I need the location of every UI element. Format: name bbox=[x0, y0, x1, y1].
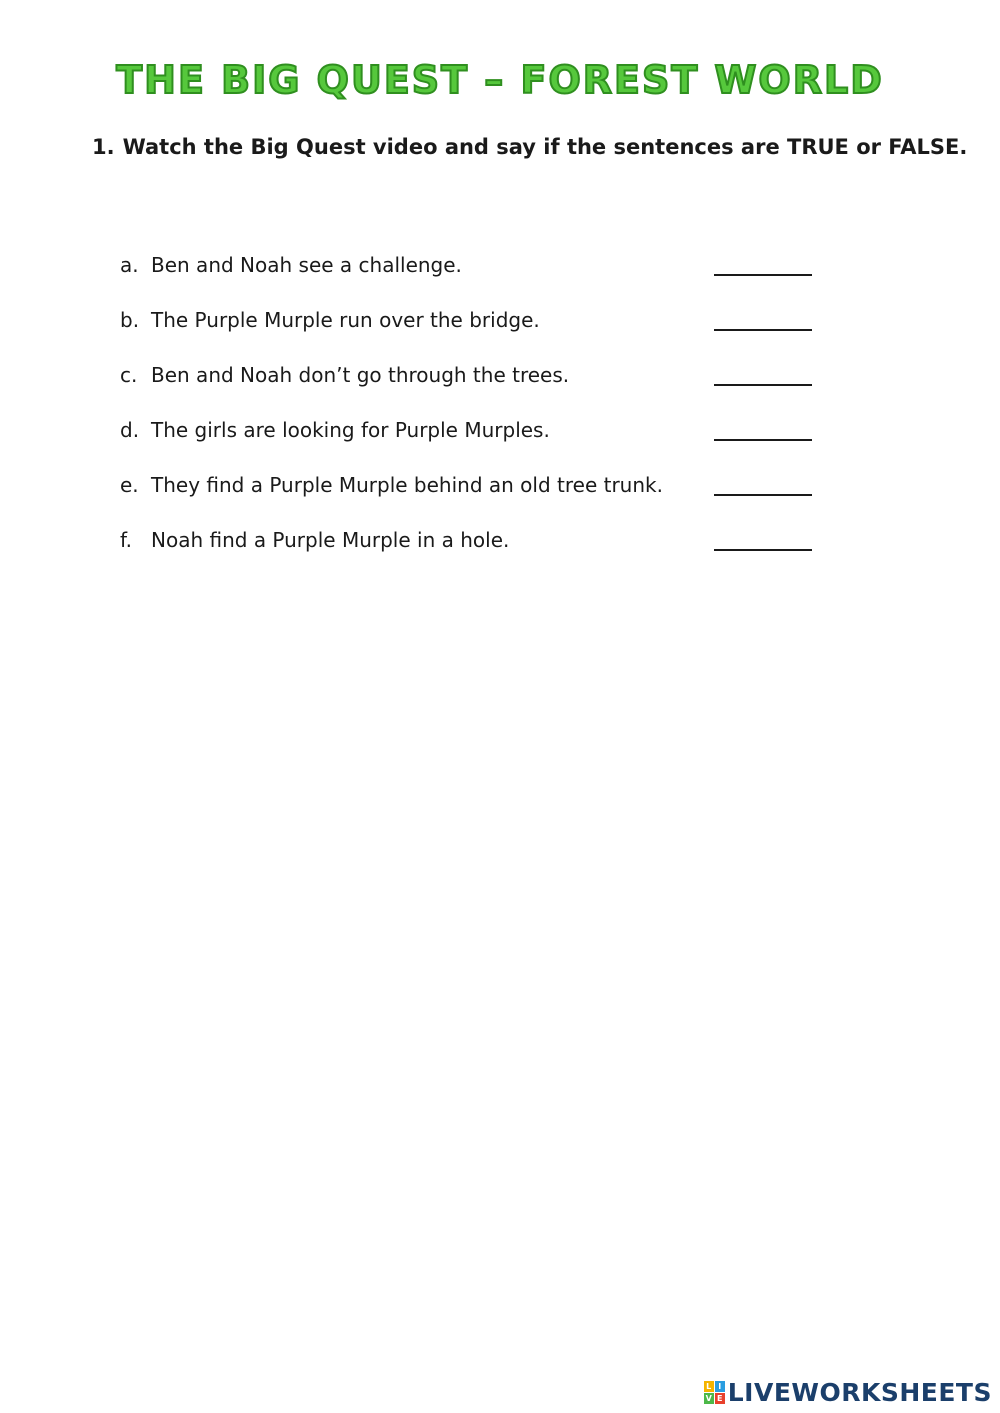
answer-blank[interactable] bbox=[714, 329, 812, 331]
statement-item bbox=[120, 305, 820, 360]
statement-text: Ben and Noah see a challenge. bbox=[151, 253, 462, 277]
statement-text: They find a Purple Murple behind an old tree trunk. bbox=[151, 473, 663, 497]
answer-blank[interactable] bbox=[714, 494, 812, 496]
statement-letter: a. bbox=[120, 253, 139, 277]
liveworksheets-logo-icon bbox=[704, 1381, 725, 1404]
worksheet-title: THE BIG QUEST – FOREST WORLD bbox=[116, 58, 884, 102]
logo-text: LIVEWORKSHEETS bbox=[727, 1377, 992, 1407]
logo-mark-letter: I bbox=[715, 1381, 725, 1392]
logo-mark-letter: L bbox=[704, 1381, 714, 1392]
liveworksheets-logo bbox=[704, 1377, 992, 1407]
instruction-text: Watch the Big Quest video and say if the sentences are TRUE or FALSE. bbox=[122, 135, 968, 159]
statement-item bbox=[120, 415, 820, 470]
answer-blank[interactable] bbox=[714, 384, 812, 386]
statement-letter: c. bbox=[120, 363, 138, 387]
statement-letter: d. bbox=[120, 418, 140, 442]
instruction-number: 1. bbox=[92, 135, 115, 159]
statement-item bbox=[120, 250, 820, 305]
statement-item bbox=[120, 360, 820, 415]
logo-mark-letter: E bbox=[715, 1393, 725, 1404]
answer-blank[interactable] bbox=[714, 274, 812, 276]
statement-letter: e. bbox=[120, 473, 139, 497]
answer-blank[interactable] bbox=[714, 549, 812, 551]
logo-mark-letter: V bbox=[705, 1393, 712, 1403]
instruction bbox=[92, 135, 967, 159]
statement-item bbox=[120, 525, 820, 580]
statement-text: Noah find a Purple Murple in a hole. bbox=[151, 528, 510, 552]
statement-list bbox=[120, 250, 820, 580]
statement-text: Ben and Noah don’t go through the trees. bbox=[151, 363, 570, 387]
statement-text: The Purple Murple run over the bridge. bbox=[151, 308, 540, 332]
statement-letter: f. bbox=[120, 528, 132, 552]
statement-text: The girls are looking for Purple Murples. bbox=[151, 418, 550, 442]
statement-item bbox=[120, 470, 820, 525]
answer-blank[interactable] bbox=[714, 439, 812, 441]
statement-letter: b. bbox=[120, 308, 140, 332]
